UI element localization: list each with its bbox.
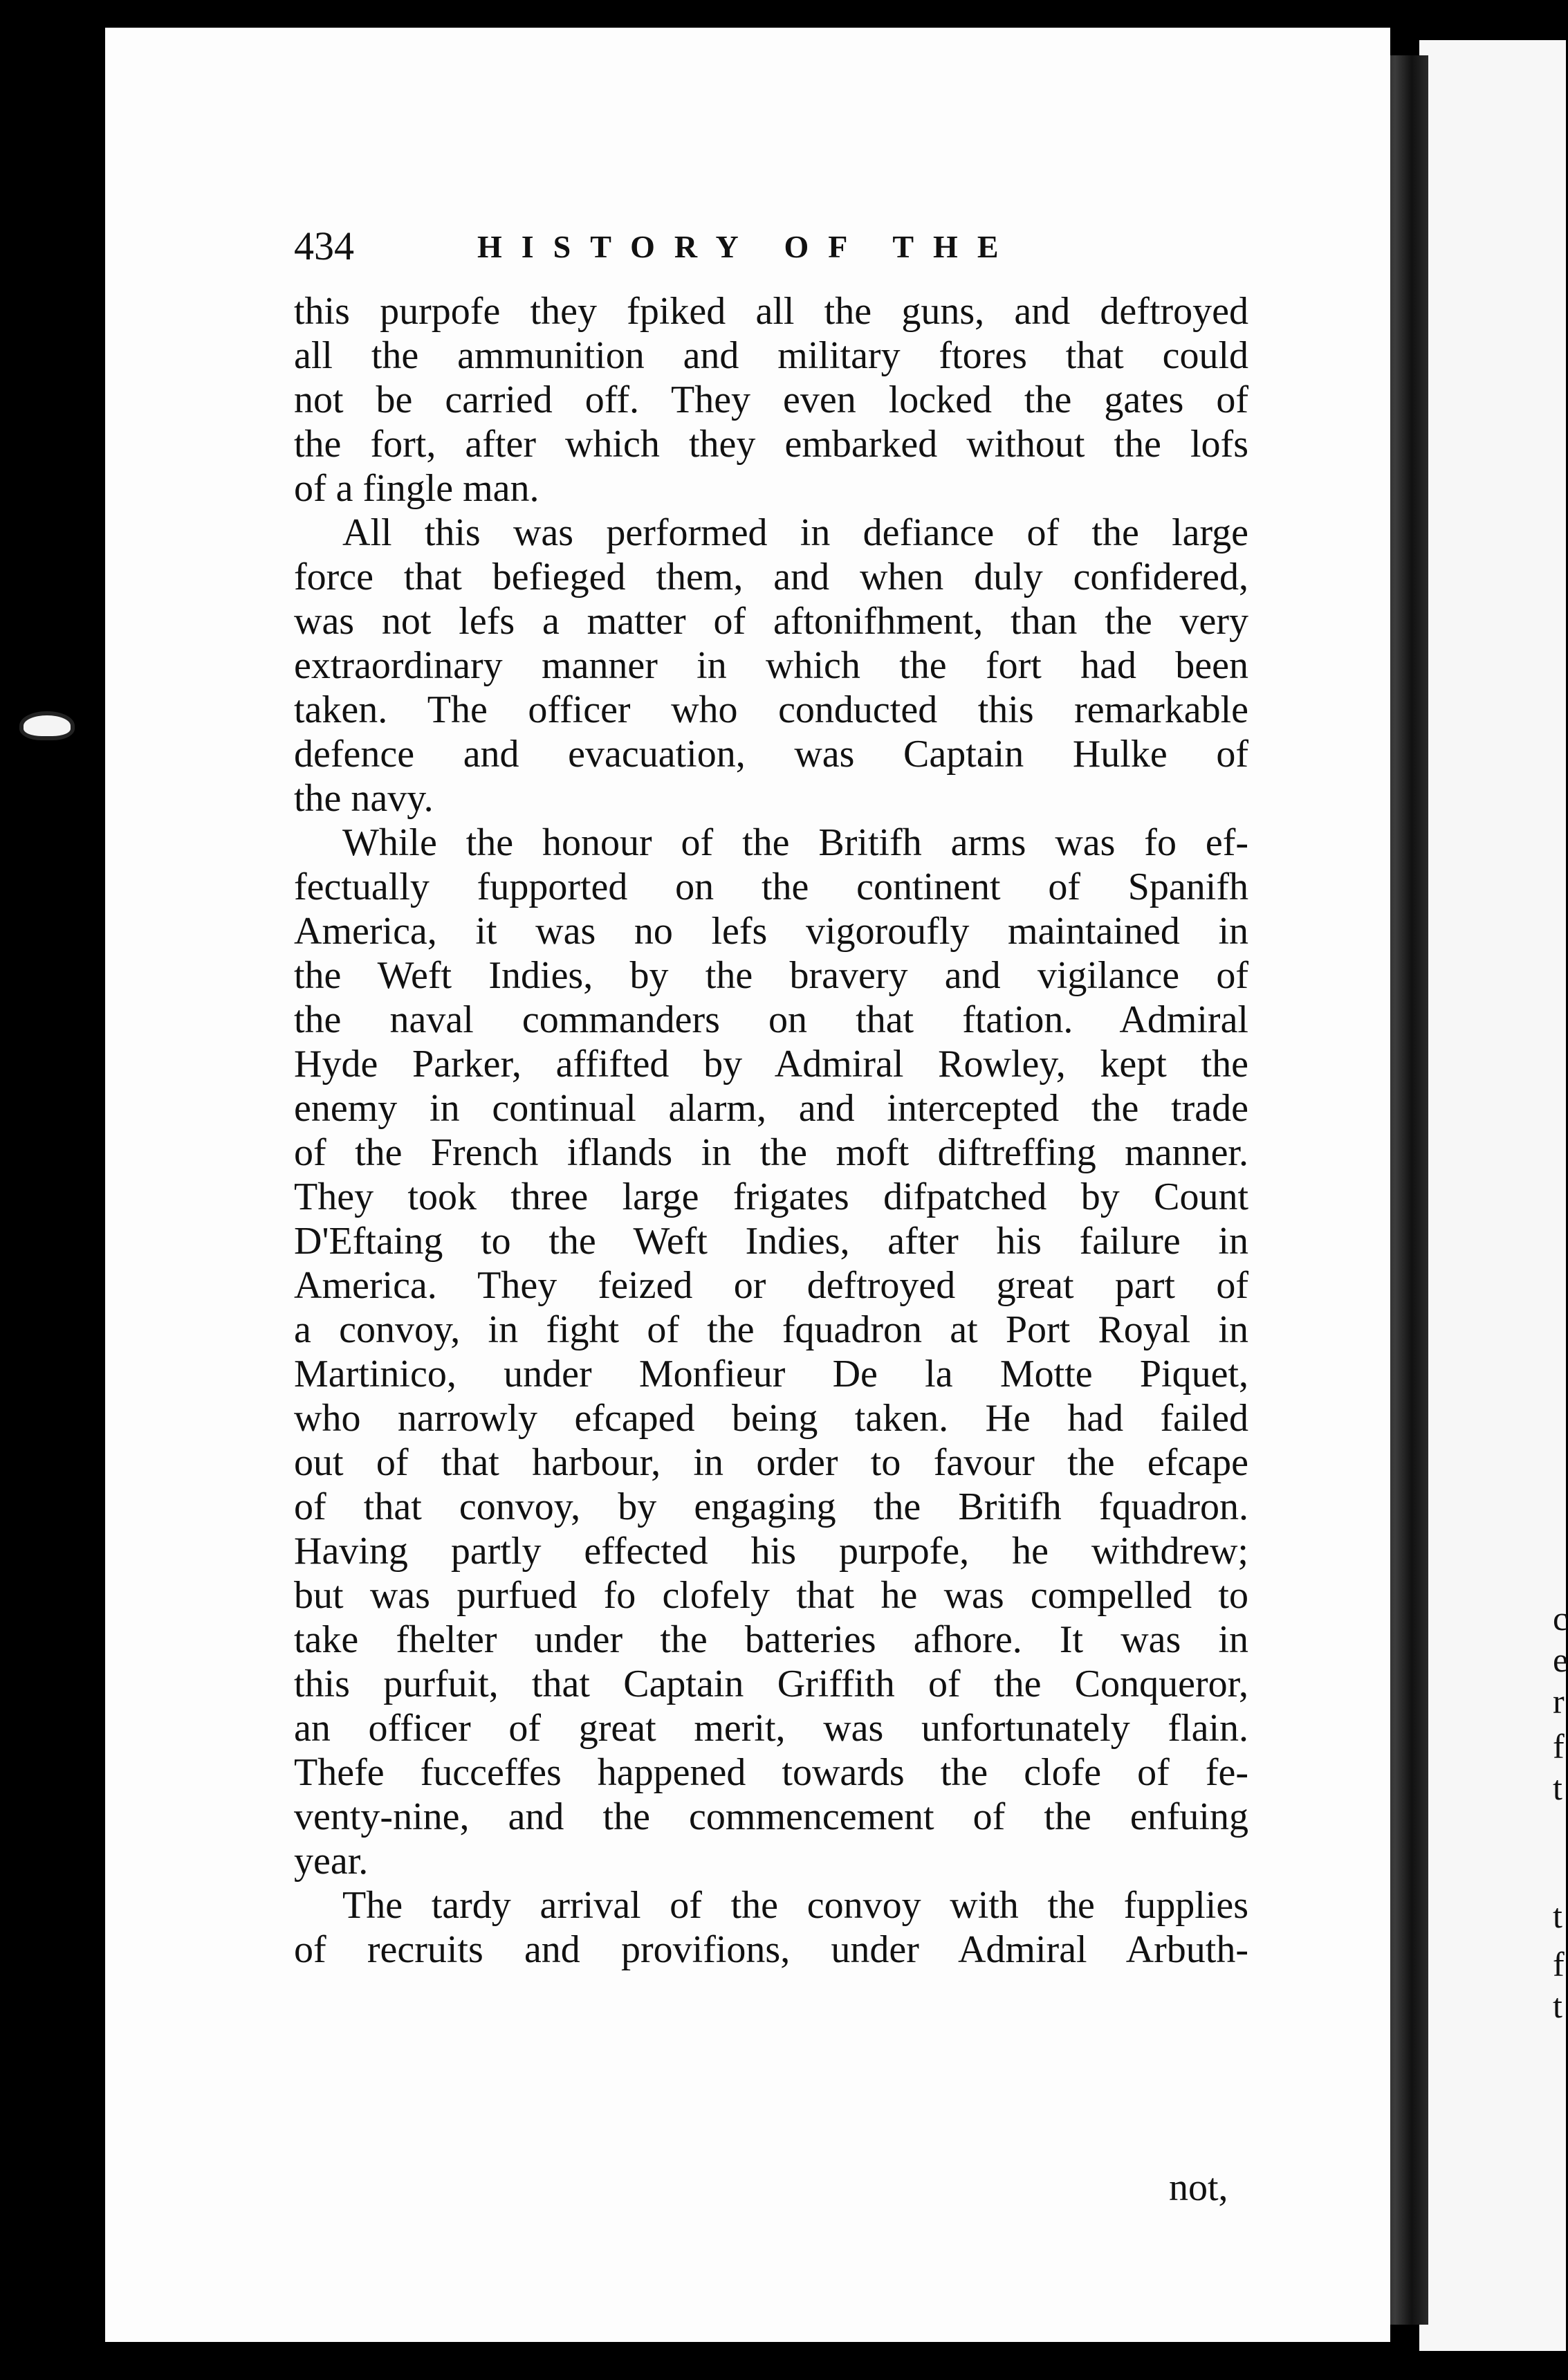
text-line: the Weft Indies, by the bravery and vigilance of xyxy=(294,954,1248,997)
adjacent-page xyxy=(1419,40,1566,2351)
edge-letter: f xyxy=(1553,1727,1565,1766)
edge-letter: c xyxy=(1553,1599,1568,1638)
text-line: Thefe fucceffes happened towards the clofe of fe- xyxy=(294,1751,1248,1794)
text-line: year. xyxy=(294,1840,369,1883)
text-line: but was purfued fo clofely that he was compelled to xyxy=(294,1574,1248,1617)
edge-letter: t xyxy=(1553,1768,1562,1807)
text-line: take fhelter under the batteries afhore. It was in xyxy=(294,1618,1248,1661)
edge-letter: e xyxy=(1553,1640,1568,1679)
text-line: who narrowly efcaped being taken. He had failed xyxy=(294,1397,1248,1440)
text-line: the navy. xyxy=(294,777,434,820)
text-line: defence and evacuation, was Captain Hulke of xyxy=(294,733,1248,776)
text-line: extraordinary manner in which the fort had been xyxy=(294,644,1248,687)
text-line: venty-nine, and the commencement of the enfuing xyxy=(294,1795,1248,1838)
text-line: an officer of great merit, was unfortunately flain. xyxy=(294,1707,1248,1750)
text-line: enemy in continual alarm, and intercepted the trade xyxy=(294,1087,1248,1130)
text-line: While the honour of the Britifh arms was fo ef- xyxy=(342,821,1248,864)
text-line: taken. The officer who conducted this remarkable xyxy=(294,688,1248,731)
page-number: 434 xyxy=(294,223,354,268)
thumb-mark xyxy=(19,711,75,740)
text-line: America. They feized or deftroyed great part of xyxy=(294,1264,1248,1307)
text-line: of recruits and provifions, under Admiral Arbuth- xyxy=(294,1928,1248,1971)
text-line: was not lefs a matter of aftonifhment, than the very xyxy=(294,600,1248,643)
text-line: a convoy, in fight of the fquadron at Port Royal in xyxy=(294,1308,1248,1351)
text-line: Martinico, under Monfieur De la Motte Piquet, xyxy=(294,1353,1248,1395)
text-line: not be carried off. They even locked the gates of xyxy=(294,378,1248,421)
text-line: All this was performed in defiance of the large xyxy=(342,511,1248,554)
text-line: of that convoy, by engaging the Britifh fquadron. xyxy=(294,1485,1248,1528)
text-line: of a fingle man. xyxy=(294,467,539,510)
edge-letter: f xyxy=(1553,1945,1565,1984)
text-line: this purfuit, that Captain Griffith of the Conqueror, xyxy=(294,1663,1248,1705)
edge-letter: t xyxy=(1553,1896,1562,1935)
running-head xyxy=(294,223,1262,278)
text-line: of the French iflands in the moft diftreffing manner. xyxy=(294,1131,1248,1174)
text-line: all the ammunition and military ftores that could xyxy=(294,334,1248,377)
text-line: America, it was no lefs vigoroufly maintained in xyxy=(294,910,1248,953)
text-line: out of that harbour, in order to favour the efcape xyxy=(294,1441,1248,1484)
edge-letter: t xyxy=(1553,1986,1562,2025)
text-line: Hyde Parker, affifted by Admiral Rowley, kept the xyxy=(294,1043,1248,1086)
text-line: The tardy arrival of the convoy with the fupplies xyxy=(342,1884,1248,1927)
text-line: Having partly effected his purpofe, he withdrew; xyxy=(294,1530,1248,1573)
text-line: this purpofe they fpiked all the guns, and deftroyed xyxy=(294,290,1248,333)
text-line: They took three large frigates difpatched by Count xyxy=(294,1175,1248,1218)
text-line: fectually fupported on the continent of Spanifh xyxy=(294,866,1248,908)
edge-letter: r xyxy=(1553,1682,1565,1721)
text-line: D'Eftaing to the Weft Indies, after his failure in xyxy=(294,1220,1248,1263)
text-line: force that befieged them, and when duly confidered, xyxy=(294,556,1248,598)
text-line: the fort, after which they embarked without the lofs xyxy=(294,423,1248,466)
running-title: HISTORY OF THE xyxy=(477,229,1018,264)
catchword: not, xyxy=(1169,2166,1228,2209)
text-line: the naval commanders on that ftation. Admiral xyxy=(294,998,1248,1041)
